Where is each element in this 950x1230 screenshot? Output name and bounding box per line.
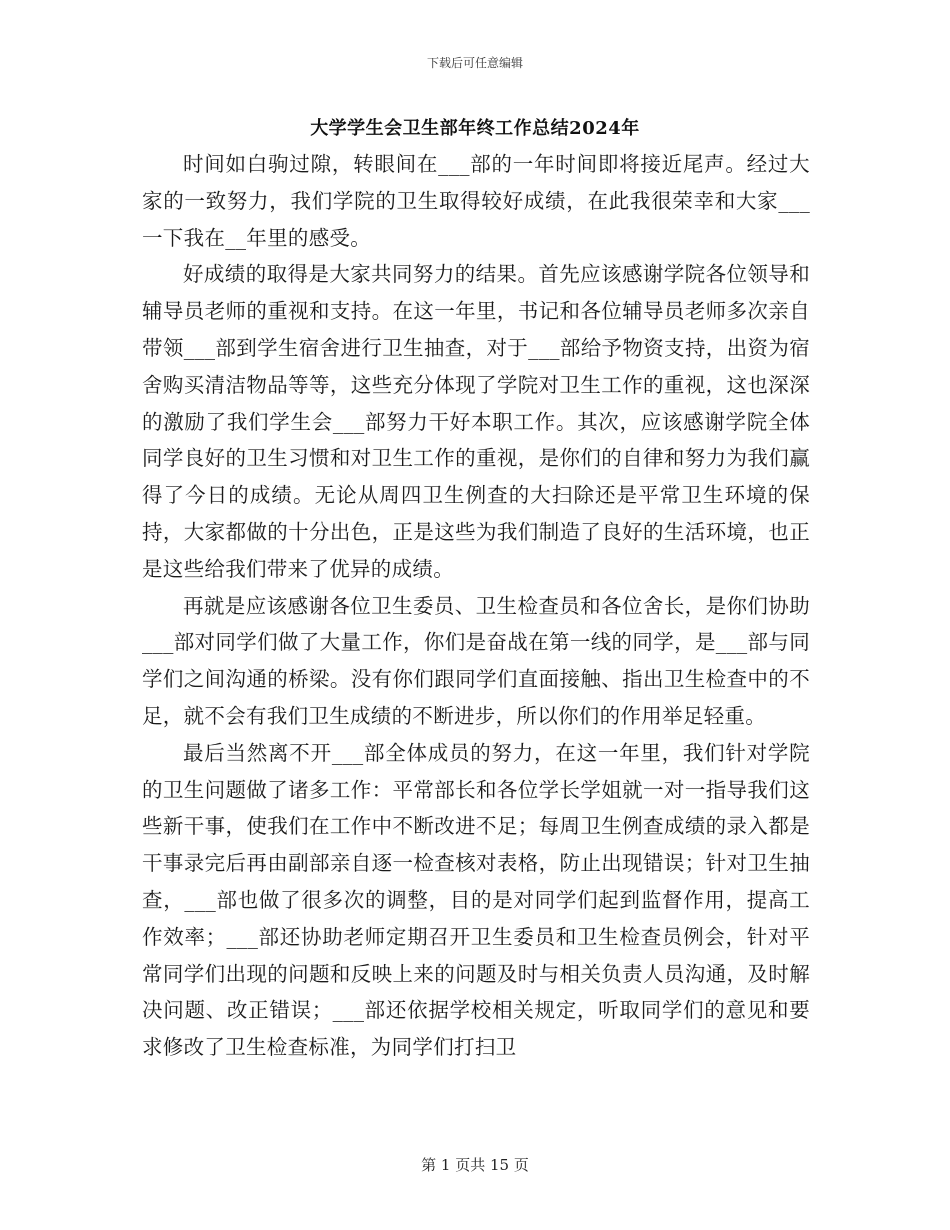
page-suffix: 页	[513, 1156, 529, 1174]
document-body	[142, 146, 810, 1066]
page-prefix: 第	[421, 1156, 437, 1174]
paragraph-4: 最后当然离不开___部全体成员的努力，在这一年里，我们针对学院的卫生问题做了诸多工作：平常部长和各位学长学姐就一对一指导我们这些新干事，使我们在工作中不断改进不足；每周卫生例查成绩的录入都是干事录完后再由副部亲自逐一检查核对表格，防止出现错误；针对卫生抽查，___部也做了很多次的调整，目的是对同学们起到监督作用，提高工作效率；___部还协助老师定期召开卫生委员和卫生检查员例会，针对平常同学们出现的问题和反映上来的问题及时与相关负责人员沟通，及时解决问题、改正错误；___部还依据学校相关规定，听取同学们的意见和要求修改了卫生检查标准，为同学们打扫卫	[142, 740, 810, 1060]
paragraph-2: 好成绩的取得是大家共同努力的结果。首先应该感谢学院各位领导和辅导员老师的重视和支持。在这一年里，书记和各位辅导员老师多次亲自带领___部到学生宿舍进行卫生抽查，对于___部给予物资支持，出资为宿舍购买清洁物品等等，这些充分体现了学院对卫生工作的重视，这也深深的激励了我们学生会___部努力干好本职工作。其次，应该感谢学院全体同学良好的卫生习惯和对卫生工作的重视，是你们的自律和努力为我们赢得了今日的成绩。无论从周四卫生例查的大扫除还是平常卫生环境的保持，大家都做的十分出色，正是这些为我们制造了良好的生活环境，也正是这些给我们带来了优异的成绩。	[142, 262, 810, 581]
document-title: 大学学生会卫生部年终工作总结2024年	[310, 118, 640, 139]
page-middle: 页共	[455, 1156, 486, 1174]
total-page-count: 15	[490, 1156, 510, 1174]
page-number-footer	[0, 1154, 950, 1175]
paragraph-3: 再就是应该感谢各位卫生委员、卫生检查员和各位舍长，是你们协助___部对同学们做了大量工作，你们是奋战在第一线的同学，是___部与同学们之间沟通的桥梁。没有你们跟同学们直面接触、指出卫生检查中的不足，就不会有我们卫生成绩的不断进步，所以你们的作用举足轻重。	[142, 593, 810, 728]
current-page-number: 1	[440, 1156, 451, 1174]
header-note: 下载后可任意编辑	[426, 56, 523, 70]
paragraph-1: 时间如白驹过隙，转眼间在___部的一年时间即将接近尾声。经过大家的一致努力，我们学院的卫生取得较好成绩，在此我很荣幸和大家___一下我在__年里的感受。	[142, 152, 810, 250]
